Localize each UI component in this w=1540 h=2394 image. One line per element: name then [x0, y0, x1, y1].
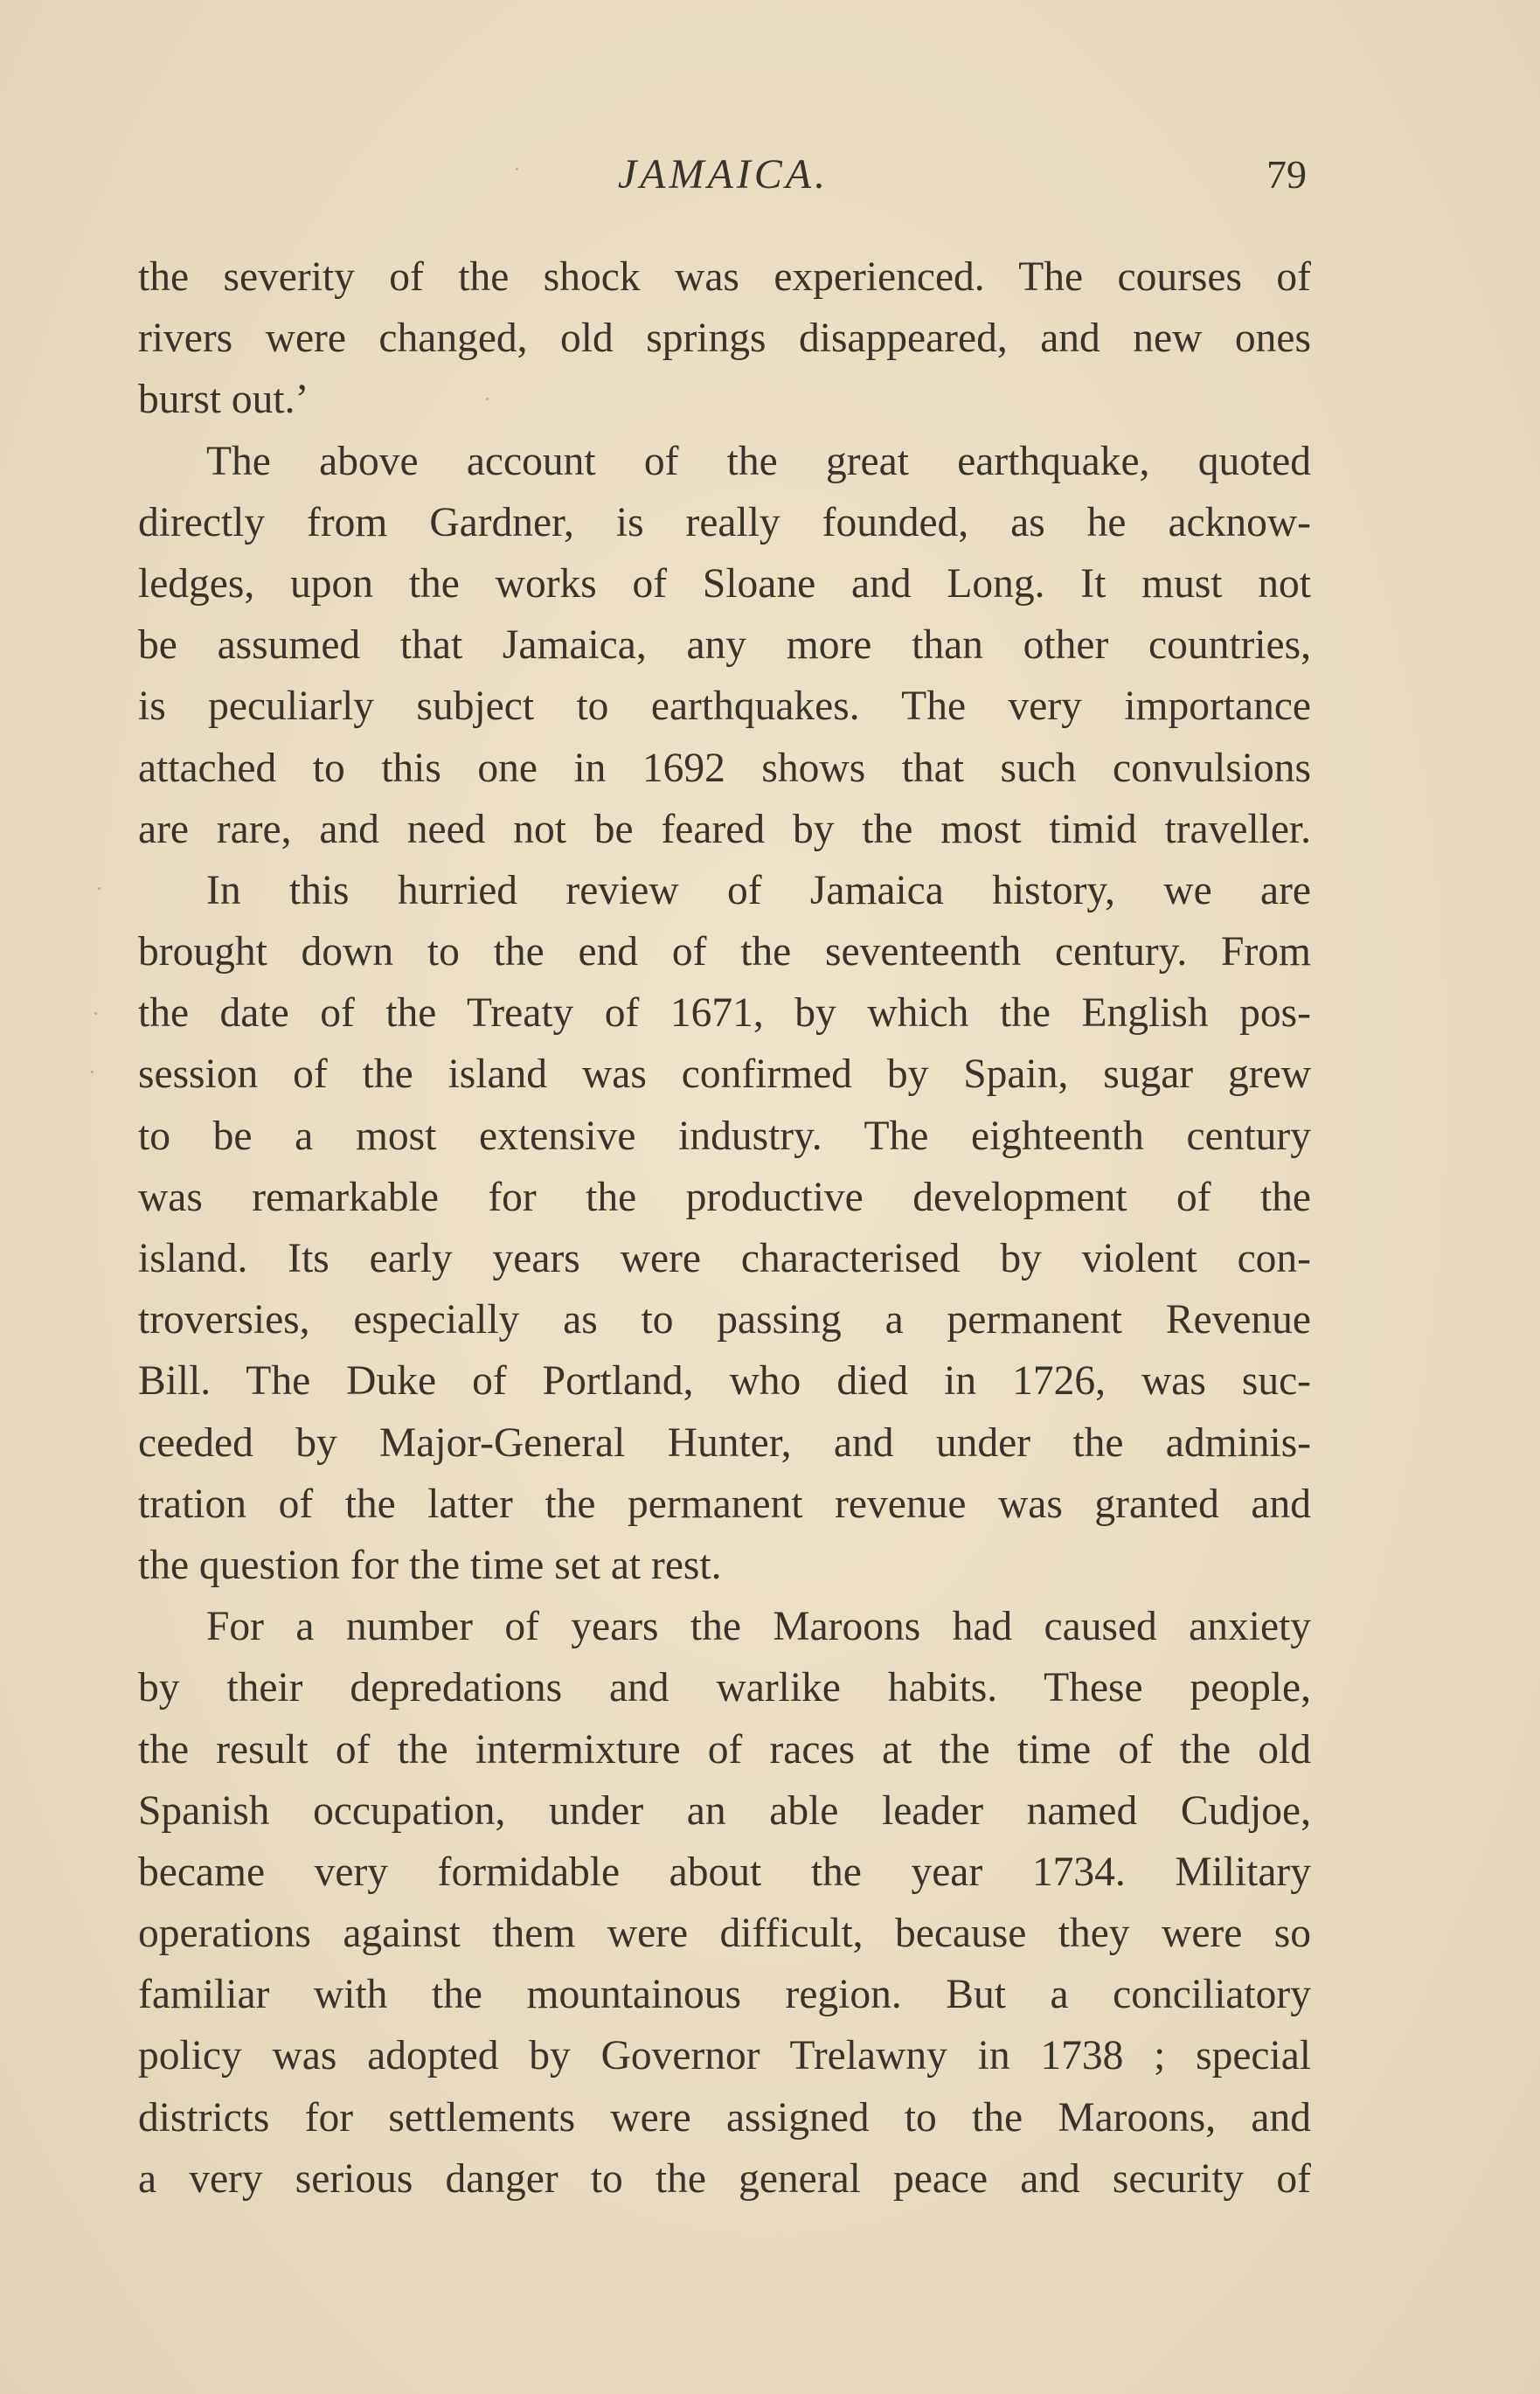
- text-line: island. Its early years were characterised by violent con-: [138, 1236, 1311, 1281]
- paper-speck: [94, 1012, 97, 1015]
- text-line: The above account of the great earthquake, quoted: [206, 438, 1311, 484]
- text-line: operations against them were difficult, because they were so: [138, 1911, 1311, 1957]
- text-line: familiar with the mountainous region. But a conciliatory: [138, 1972, 1311, 2018]
- text-line: became very formidable about the year 1734. Military: [138, 1849, 1311, 1895]
- text-line: is peculiarly subject to earthquakes. The very importance: [138, 684, 1311, 730]
- text-line: was remarkable for the productive development of the: [138, 1174, 1311, 1220]
- page-number: 79: [1266, 152, 1307, 197]
- paper-speck: [98, 887, 101, 890]
- text-line: the severity of the shock was experienced. The courses of: [138, 254, 1311, 300]
- text-line: rivers were changed, old springs disappeared, and new ones: [138, 316, 1311, 362]
- text-line: the date of the Treaty of 1671, by which the English pos-: [138, 990, 1311, 1037]
- text-line: Spanish occupation, under an able leader named Cudjoe,: [138, 1787, 1311, 1834]
- running-title: JAMAICA.: [617, 151, 829, 198]
- text-line: Bill. The Duke of Portland, who died in 1726, was suc-: [138, 1358, 1311, 1405]
- paper-speck: [486, 398, 489, 400]
- body-text: [138, 246, 1311, 2210]
- running-head: [140, 144, 1307, 205]
- text-line: burst out.’: [138, 377, 309, 423]
- text-line: to be a most extensive industry. The eighteenth century: [138, 1113, 1311, 1159]
- text-line: are rare, and need not be feared by the most timid traveller.: [138, 806, 1311, 852]
- paper-speck: [516, 168, 518, 170]
- text-line: tration of the latter the permanent revenue was granted and: [138, 1481, 1311, 1527]
- paper-speck: [91, 1071, 94, 1073]
- text-line: brought down to the end of the seventeenth century. From: [138, 929, 1311, 975]
- text-line: a very serious danger to the general peace and security of: [138, 2155, 1311, 2202]
- text-line: districts for settlements were assigned to the Maroons, and: [138, 2094, 1311, 2141]
- text-line: attached to this one in 1692 shows that such convulsions: [138, 745, 1311, 791]
- text-line: ledges, upon the works of Sloane and Long. It must not: [138, 560, 1311, 607]
- text-line: the result of the intermixture of races at the time of the old: [138, 1726, 1311, 1773]
- text-line: policy was adopted by Governor Trelawny in 1738 ; special: [138, 2033, 1311, 2079]
- text-line: by their depredations and warlike habits. These people,: [138, 1665, 1311, 1711]
- text-line: session of the island was confirmed by Spain, sugar grew: [138, 1051, 1311, 1098]
- text-line: the question for the time set at rest.: [138, 1542, 722, 1588]
- text-line: be assumed that Jamaica, any more than other countries,: [138, 622, 1311, 669]
- text-line: directly from Gardner, is really founded, as he acknow-: [138, 499, 1311, 545]
- text-line: troversies, especially as to passing a permanent Revenue: [138, 1297, 1311, 1343]
- text-line: For a number of years the Maroons had caused anxiety: [206, 1604, 1311, 1650]
- text-line: In this hurried review of Jamaica history, we are: [206, 867, 1311, 913]
- text-line: ceeded by Major-General Hunter, and under the adminis-: [138, 1419, 1311, 1466]
